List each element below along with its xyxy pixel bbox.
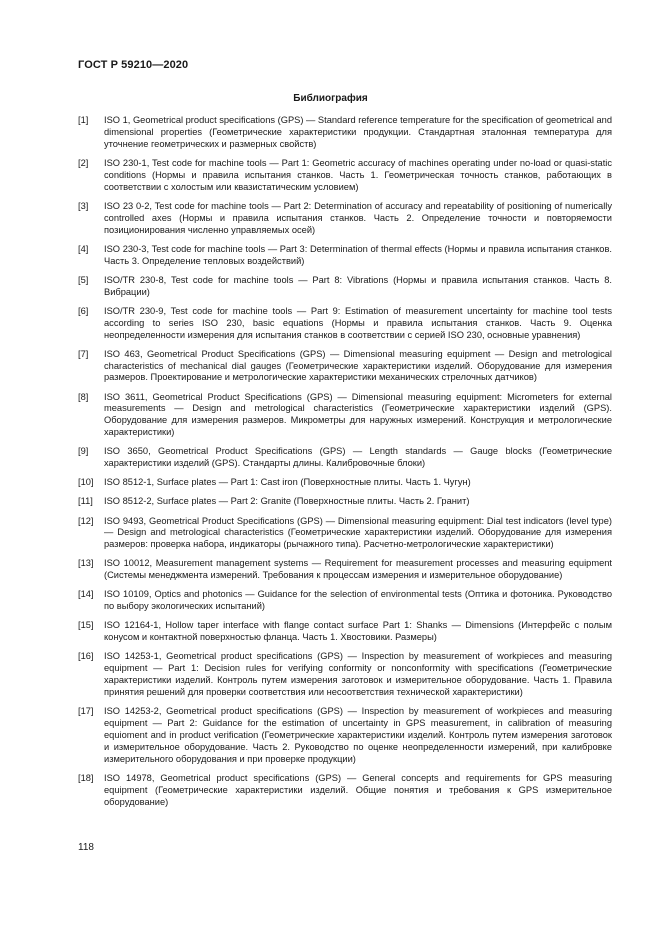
reference-number: [16] [78, 651, 94, 662]
reference-number: [9] [78, 446, 89, 457]
section-title: Библиография [293, 93, 368, 104]
reference-number: [5] [78, 274, 89, 285]
reference-item [78, 516, 612, 552]
reference-number: [15] [78, 620, 94, 631]
reference-number: [17] [78, 706, 94, 717]
reference-text: ISO 14978, Geometrical product specifications (GPS) — General concepts and requirements for GPS measuring equipment (Геометрические характеристики изделий. Общие понятия и требования к GPS измерительное оборудование) [104, 772, 612, 807]
reference-item [78, 275, 612, 299]
reference-text: ISO 463, Geometrical Product Specifications (GPS) — Dimensional measuring equipment — Design and metrological characteristics of mechanical dial gauges (Геометрические характеристики изделий. Оборудование для измерения размеров. Проектирование и метрологические характеристики механических стрелочных датчиков) [104, 348, 612, 383]
bibliography-list [78, 115, 612, 816]
reference-item [78, 651, 612, 699]
reference-number: [18] [78, 772, 94, 783]
reference-item [78, 392, 612, 440]
reference-text: ISO 14253-2, Geometrical product specifications (GPS) — Inspection by measurement of workpieces and measuring equipment — Part 2: Guidance for the estimation of uncertainty in GPS measurement, in calibration of measuring equiоment and in product verification (Геометрические характеристики изделий. Контроль путем измерения заготовок и измерительное оборудование. Часть 2. Руководство по оценке неопределенности измерений, при калибровке измерительного оборудования и при проверке продукции) [104, 706, 612, 764]
reference-number: [12] [78, 515, 94, 526]
reference-text: ISO 9493, Geometrical Product Specifications (GPS) — Dimensional measuring equipment: Dial test indicators (level type) — Design and metrological characteristics (Геометрические характеристики изделий. Оборудование для измерения размеров: проверка набора, индикаторы (рычажного типа). Расчетно-метрологические характеристики) [104, 515, 612, 550]
reference-text: ISO 12164-1, Hollow taper interface with flange contact surface Part 1: Shanks — Dimensions (Интерфейс с полым конусом и контактной поверхностью фланца. Часть 1. Хвостовики. Размеры) [104, 620, 612, 643]
reference-item [78, 244, 612, 268]
reference-text: ISO/TR 230-8, Test code for machine tools — Part 8: Vibrations (Нормы и правила испытания станков. Часть 8. Вибрации) [104, 274, 612, 297]
reference-text: ISO 8512-1, Surface plates — Part 1: Cast iron (Поверхностные плиты. Часть 1. Чугун) [104, 477, 471, 488]
reference-number: [4] [78, 243, 89, 254]
reference-text: ISO 230-3, Test code for machine tools — Part 3: Determination of thermal effects (Нормы и правила испытания станков. Часть 3. Определение тепловых воздействий) [104, 243, 612, 266]
reference-item [78, 773, 612, 809]
reference-number: [13] [78, 558, 94, 569]
reference-number: [3] [78, 200, 89, 211]
reference-item [78, 115, 612, 151]
reference-number: [11] [78, 496, 93, 507]
reference-text: ISO 3650, Geometrical Product Specifications (GPS) — Length standards — Gauge blocks (Геометрические характеристики изделий (GPS). Стандарты длины. Калибровочные блоки) [104, 446, 612, 469]
reference-text: ISO 23 0-2, Test code for machine tools — Part 2: Determination of accuracy and repeatability of positioning of numerically controlled axes (Нормы и правила испытания станков. Часть 2. Определение точности и повторяемости позиционирования численно управляемых осей) [104, 200, 612, 235]
reference-text: ISO 1, Geometrical product specifications (GPS) — Standard reference temperature for the specification of geometrical and dimensional properties (Геометрические характеристики продукции. Стандартная эталонная температура для уточнение геометрических и размерных свойств) [104, 115, 612, 149]
reference-item [78, 306, 612, 342]
reference-item [78, 706, 612, 766]
reference-item [78, 620, 612, 644]
reference-item [78, 589, 612, 613]
reference-item [78, 158, 612, 194]
reference-item [78, 446, 612, 470]
reference-text: ISO/TR 230-9, Test code for machine tools — Part 9: Estimation of measurement uncertainty for machine tool tests according to series ISO 230, basic equations (Нормы и правила испытания станков. Часть 9. Оценка неопределенности измерения для испытания станков в соответствии с серией ISO 230, основные уравнения) [104, 305, 612, 340]
reference-text: ISO 8512-2, Surface plates — Part 2: Granite (Поверхностные плиты. Часть 2. Гранит) [104, 496, 470, 507]
reference-text: ISO 230-1, Test code for machine tools — Part 1: Geometric accuracy of machines operating under no-load or quasi-static conditions (Нормы и правила испытания станков. Часть 1. Геометрическая точность станков, работающих в соответствии с холостым или квазистатическим условием) [104, 157, 612, 192]
reference-item [78, 496, 612, 508]
reference-text: ISO 10012, Measurement management systems — Requirement for measurement processes and measuring equipment (Системы менеджмента измерений. Требования к процессам измерения и измерительное оборудование) [104, 558, 612, 581]
page-number: 118 [78, 842, 94, 853]
reference-item [78, 201, 612, 237]
reference-item [78, 349, 612, 385]
reference-number: [1] [78, 115, 89, 125]
reference-item [78, 477, 612, 489]
reference-number: [14] [78, 589, 94, 600]
reference-number: [7] [78, 348, 89, 359]
reference-number: [10] [78, 477, 94, 488]
reference-text: ISO 3611, Geometrical Product Specifications (GPS) — Dimensional measuring equipment: Micrometers for external measurements — Design and metrological characteristics (Геометрические характеристики изделий (GPS). Оборудование для измерения размеров. Микрометры для наружных измерений. Конструкция и метрологические характеристики) [104, 391, 612, 438]
reference-number: [2] [78, 157, 89, 168]
reference-text: ISO 10109, Optics and photonics — Guidance for the selection of environmental tests (Оптика и фотоника. Руководство по выбору экологических испытаний) [104, 589, 612, 612]
document-id-header: ГОСТ Р 59210—2020 [78, 59, 189, 71]
reference-number: [8] [78, 391, 89, 402]
reference-item [78, 558, 612, 582]
reference-text: ISO 14253-1, Geometrical product specifications (GPS) — Inspection by measurement of workpieces and measuring equipment — Part 1: Decision rules for verifying conformity or nonconformity with specifications (Геометрические характеристики изделий. Контроль путем измерения заготовок и измерительное оборудование. Часть 1. Правила принятия решений для проверки соответствия или несоответствия технической характеристики) [104, 651, 612, 698]
reference-number: [6] [78, 305, 89, 316]
